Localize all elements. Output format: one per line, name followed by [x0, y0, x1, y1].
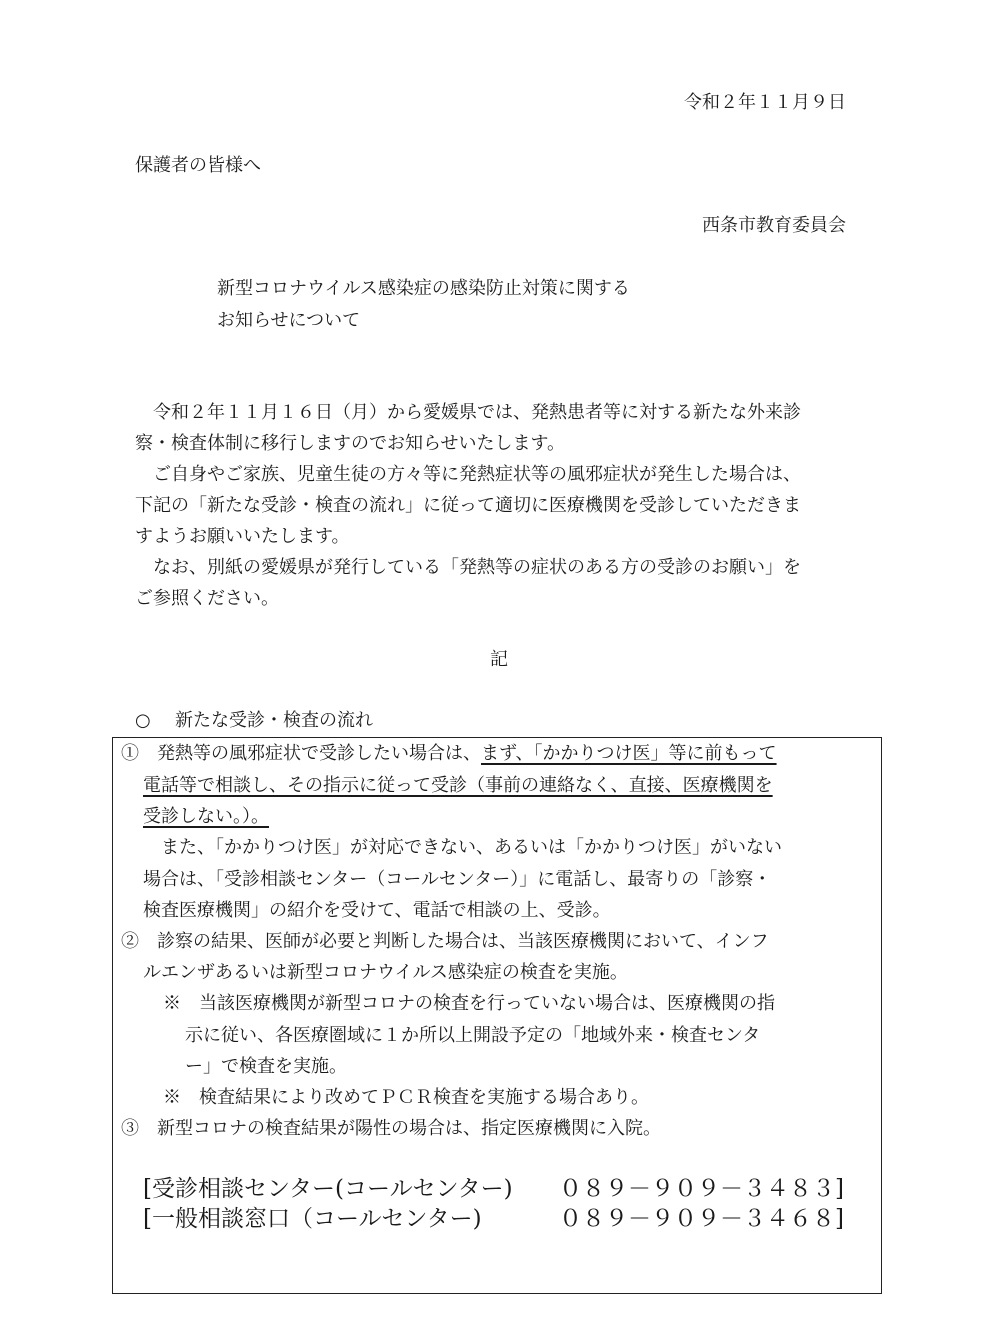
note-2: ※ 検査結果により改めてＰＣＲ検査を実施する場合あり。 — [163, 1087, 649, 1108]
body-line: ご自身やご家族、児童生徒の方々等に発熱症状等の風邪症状が発生した場合は、 — [135, 464, 801, 485]
note-1-line-1: ※ 当該医療機関が新型コロナの検査を行っていない場合は、医療機関の指 — [163, 993, 775, 1014]
sender: 西条市教育委員会 — [702, 215, 846, 236]
item-1-underlined-line-3: 受診しない。）。 — [143, 806, 269, 827]
body-line: 下記の「新たな受診・検査の流れ」に従って適切に医療機関を受診していただきま — [135, 495, 801, 516]
document-date: 令和２年１１月９日 — [684, 92, 846, 113]
item-1-prefix: ① 発熱等の風邪症状で受診したい場合は、 — [121, 743, 481, 764]
body-line: すようお願いいたします。 — [135, 526, 350, 547]
procedure-box — [112, 737, 882, 1294]
note-1-line-2: 示に従い、各医療圏域に１か所以上開設予定の「地域外来・検査センタ — [185, 1025, 761, 1046]
note-1-line-3: ー」で検査を実施。 — [185, 1056, 347, 1077]
item-1-underlined: まず、「かかりつけ医」等に前もって — [481, 743, 777, 764]
item-1-extra-line-3: 検査医療機関」の紹介を受けて、電話で相談の上、受診。 — [143, 900, 611, 921]
body-line: ご参照ください。 — [135, 588, 279, 609]
contact-consultation-center-name: [受診相談センター(コールセンター) — [143, 1176, 513, 1202]
item-3: ③ 新型コロナの検査結果が陽性の場合は、指定医療機関に入院。 — [121, 1118, 661, 1139]
body-line: 察・検査体制に移行しますのでお知らせいたします。 — [135, 433, 566, 454]
item-2-line-1: ② 診察の結果、医師が必要と判断した場合は、当該医療機関において、インフ — [121, 931, 769, 952]
circle-bullet-icon: ○ — [135, 710, 151, 731]
body-line: 令和２年１１月１６日（月）から愛媛県では、発熱患者等に対する新たな外来診 — [135, 402, 801, 423]
contact-general-counter-number: ０８９－９０９－３４６８] — [559, 1206, 844, 1232]
item-2-line-2: ルエンザあるいは新型コロナウイルス感染症の検査を実施。 — [143, 962, 628, 983]
section-heading — [135, 712, 373, 730]
item-1-extra-line-1: また、「かかりつけ医」が対応できない、あるいは「かかりつけ医」がいない — [161, 837, 782, 858]
contact-general-counter-name: [一般相談窓口（コールセンター) — [143, 1206, 482, 1232]
document-title-line-1: 新型コロナウイルス感染症の感染防止対策に関する — [217, 278, 630, 299]
ki-heading: 記 — [490, 649, 508, 670]
item-1-extra-line-2: 場合は、「受診相談センター（コールセンター）」に電話し、最寄りの「診察・ — [143, 869, 772, 890]
body-line: なお、別紙の愛媛県が発行している「発熱等の症状のある方の受診のお願い」を — [135, 557, 801, 578]
section-heading-text: 新たな受診・検査の流れ — [175, 710, 373, 731]
contact-consultation-center-number: ０８９－９０９－３４８３] — [559, 1176, 844, 1202]
document-title-line-2: お知らせについて — [217, 310, 361, 331]
item-1-line-1 — [121, 745, 777, 763]
addressee: 保護者の皆様へ — [135, 155, 261, 176]
item-1-underlined-line-2: 電話等で相談し、その指示に従って受診（事前の連絡なく、直接、医療機関を — [143, 775, 773, 796]
